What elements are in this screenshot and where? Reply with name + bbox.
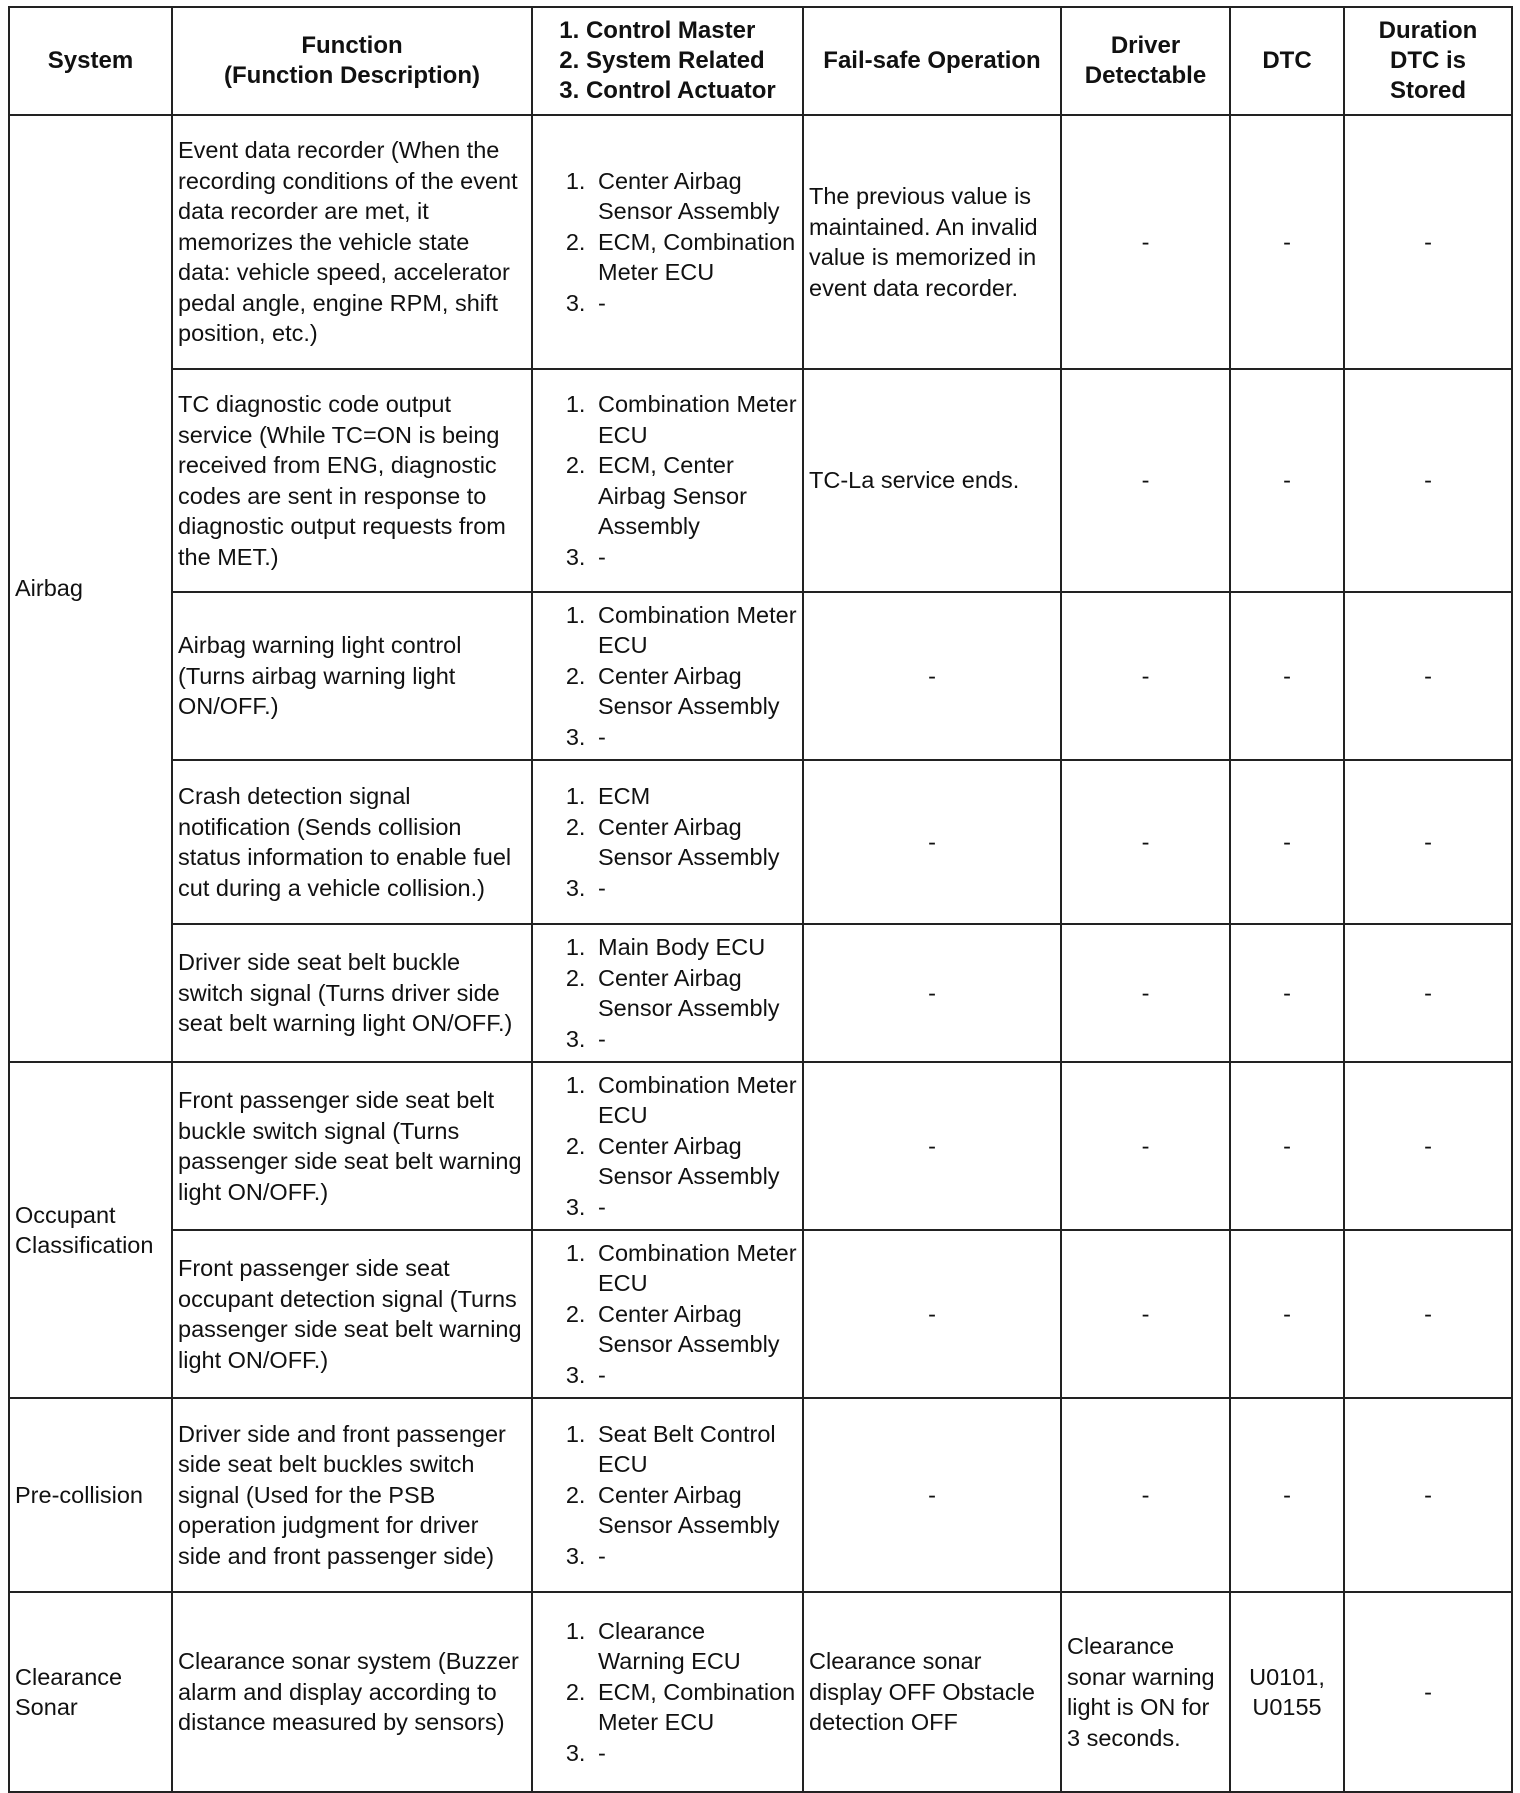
header-row	[9, 7, 1512, 115]
system-related: 2. Center Airbag Sensor Assembly	[592, 1480, 797, 1541]
duration-cell: -	[1344, 115, 1512, 369]
system-airbag: Airbag	[9, 115, 172, 1062]
dtc-cell: -	[1230, 1230, 1344, 1398]
driver-cell: Clearance sonar warning light is ON for 3 seconds.	[1061, 1592, 1230, 1792]
system-related: 2. Center Airbag Sensor Assembly	[592, 812, 797, 873]
dtc-cell: -	[1230, 115, 1344, 369]
table-row	[9, 1230, 1512, 1398]
control-master: 1. Combination Meter ECU	[592, 1070, 797, 1131]
duration-cell: -	[1344, 924, 1512, 1062]
duration-cell: -	[1344, 369, 1512, 592]
function-cell: Front passenger side seat belt buckle switch signal (Turns passenger side seat belt warning light ON/OFF.)	[172, 1062, 532, 1230]
control-cell	[532, 1398, 803, 1592]
system-related: 2. ECM, Center Airbag Sensor Assembly	[592, 450, 797, 542]
header-control	[532, 7, 803, 115]
control-cell	[532, 1230, 803, 1398]
driver-cell: -	[1061, 369, 1230, 592]
system-related: 2. Center Airbag Sensor Assembly	[592, 1131, 797, 1192]
table-row	[9, 369, 1512, 592]
system-clearance-sonar: Clearance Sonar	[9, 1592, 172, 1792]
dtc-cell: -	[1230, 1398, 1344, 1592]
header-fail-safe: Fail-safe Operation	[803, 7, 1061, 115]
driver-cell: -	[1061, 1062, 1230, 1230]
header-control-item: 1. Control Master	[559, 17, 756, 44]
header-function-line1: Function	[301, 32, 403, 59]
control-master: 1. Combination Meter ECU	[592, 389, 797, 450]
header-duration	[1344, 7, 1512, 115]
dtc-cell: -	[1230, 592, 1344, 760]
control-actuator: 3. -	[592, 288, 797, 319]
function-cell: Event data recorder (When the recording conditions of the event data recorder are met, it memorizes the vehicle state data: vehicle speed, accelerator pedal angle, engine RPM, shift position, etc.)	[172, 115, 532, 369]
table-row	[9, 1062, 1512, 1230]
table-row	[9, 760, 1512, 924]
dtc-cell: U0101, U0155	[1230, 1592, 1344, 1792]
duration-cell: -	[1344, 1592, 1512, 1792]
control-cell	[532, 1062, 803, 1230]
duration-cell: -	[1344, 592, 1512, 760]
table-container	[8, 6, 1513, 1793]
driver-cell: -	[1061, 1398, 1230, 1592]
control-actuator: 3. -	[592, 542, 797, 573]
fail-safe-cell: The previous value is maintained. An invalid value is memorized in event data recorder.	[803, 115, 1061, 369]
dtc-cell: -	[1230, 760, 1344, 924]
driver-cell: -	[1061, 1230, 1230, 1398]
dtc-cell: -	[1230, 1062, 1344, 1230]
function-cell: Front passenger side seat occupant detection signal (Turns passenger side seat belt warning light ON/OFF.)	[172, 1230, 532, 1398]
control-actuator: 3. -	[592, 1738, 797, 1769]
control-actuator: 3. -	[592, 1024, 797, 1055]
header-control-item: 2. System Related	[559, 47, 765, 74]
table-row	[9, 924, 1512, 1062]
fail-safe-cell: -	[803, 924, 1061, 1062]
table-row	[9, 1592, 1512, 1792]
control-cell	[532, 924, 803, 1062]
header-duration-line1: Duration	[1378, 17, 1478, 44]
system-related: 2. ECM, Combination Meter ECU	[592, 1677, 797, 1738]
control-actuator: 3. -	[592, 722, 797, 753]
fail-safe-cell: Clearance sonar display OFF Obstacle detection OFF	[803, 1592, 1061, 1792]
control-master: 1. Main Body ECU	[592, 932, 797, 963]
system-related: 2. Center Airbag Sensor Assembly	[592, 661, 797, 722]
control-master: 1. Combination Meter ECU	[592, 600, 797, 661]
driver-cell: -	[1061, 115, 1230, 369]
driver-cell: -	[1061, 592, 1230, 760]
system-related: 2. ECM, Combination Meter ECU	[592, 227, 797, 288]
fail-safe-cell: -	[803, 1062, 1061, 1230]
header-dtc: DTC	[1230, 7, 1344, 115]
control-master: 1. Clearance Warning ECU	[592, 1616, 797, 1677]
header-function-line2: (Function Description)	[224, 62, 480, 89]
fail-safe-cell: -	[803, 592, 1061, 760]
control-master: 1. Center Airbag Sensor Assembly	[592, 166, 797, 227]
header-driver-line1: Driver	[1110, 32, 1181, 59]
driver-cell: -	[1061, 924, 1230, 1062]
function-cell: Driver side seat belt buckle switch signal (Turns driver side seat belt warning light ON/OFF.)	[172, 924, 532, 1062]
system-related: 2. Center Airbag Sensor Assembly	[592, 1299, 797, 1360]
control-master: 1. Seat Belt Control ECU	[592, 1419, 797, 1480]
system-related: 2. Center Airbag Sensor Assembly	[592, 963, 797, 1024]
fail-safe-cell: TC-La service ends.	[803, 369, 1061, 592]
table-row	[9, 115, 1512, 369]
duration-cell: -	[1344, 1062, 1512, 1230]
control-actuator: 3. -	[592, 1541, 797, 1572]
fail-safe-cell: -	[803, 1398, 1061, 1592]
control-master: 1. ECM	[592, 781, 797, 812]
duration-cell: -	[1344, 1398, 1512, 1592]
header-duration-line2: DTC is	[1389, 47, 1466, 74]
header-driver-line2: Detectable	[1084, 62, 1207, 89]
function-cell: Driver side and front passenger side seat belt buckles switch signal (Used for the PSB operation judgment for driver side and front passenger side)	[172, 1398, 532, 1592]
dtc-cell: -	[1230, 924, 1344, 1062]
table-row	[9, 592, 1512, 760]
control-actuator: 3. -	[592, 873, 797, 904]
function-table	[8, 6, 1513, 1793]
system-occupant-classification: Occupant Classification	[9, 1062, 172, 1398]
control-master: 1. Combination Meter ECU	[592, 1238, 797, 1299]
driver-cell: -	[1061, 760, 1230, 924]
header-control-item: 3. Control Actuator	[559, 77, 776, 104]
control-cell	[532, 760, 803, 924]
header-function	[172, 7, 532, 115]
function-cell: Airbag warning light control (Turns airbag warning light ON/OFF.)	[172, 592, 532, 760]
control-cell	[532, 369, 803, 592]
duration-cell: -	[1344, 1230, 1512, 1398]
control-cell	[532, 1592, 803, 1792]
control-cell	[532, 592, 803, 760]
fail-safe-cell: -	[803, 760, 1061, 924]
control-actuator: 3. -	[592, 1192, 797, 1223]
header-driver	[1061, 7, 1230, 115]
function-cell: Crash detection signal notification (Sends collision status information to enable fuel cut during a vehicle collision.)	[172, 760, 532, 924]
control-actuator: 3. -	[592, 1360, 797, 1391]
header-duration-line3: Stored	[1389, 77, 1466, 104]
table-row	[9, 1398, 1512, 1592]
duration-cell: -	[1344, 760, 1512, 924]
system-pre-collision: Pre-collision	[9, 1398, 172, 1592]
dtc-cell: -	[1230, 369, 1344, 592]
header-control-list	[559, 16, 775, 106]
function-cell: Clearance sonar system (Buzzer alarm and display according to distance measured by sensors)	[172, 1592, 532, 1792]
header-system: System	[9, 7, 172, 115]
control-cell	[532, 115, 803, 369]
function-cell: TC diagnostic code output service (While TC=ON is being received from ENG, diagnostic codes are sent in response to diagnostic output requests from the MET.)	[172, 369, 532, 592]
fail-safe-cell: -	[803, 1230, 1061, 1398]
